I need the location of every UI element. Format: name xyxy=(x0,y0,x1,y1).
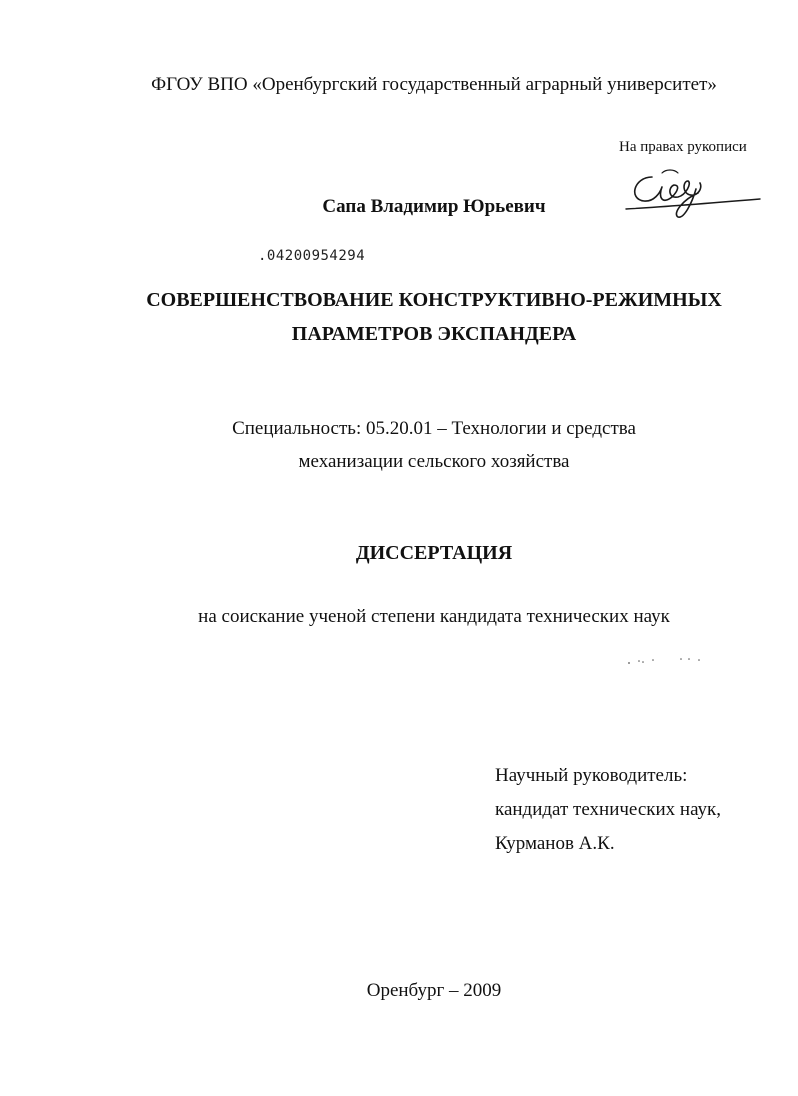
scan-artifact-specks xyxy=(625,655,705,667)
library-inventory-number: .04200954294 xyxy=(258,248,366,264)
supervisor-name: Курманов А.К. xyxy=(495,833,615,854)
author-name: Сапа Владимир Юрьевич xyxy=(322,196,546,217)
manuscript-note: На правах рукописи xyxy=(619,139,747,155)
specialty-line-1: Специальность: 05.20.01 – Технологии и средства xyxy=(232,418,636,439)
institution-name: ФГОУ ВПО «Оренбургский государственный аграрный университет» xyxy=(151,74,717,95)
supervisor-block xyxy=(495,759,721,861)
document-type-heading: ДИССЕРТАЦИЯ xyxy=(355,542,513,564)
degree-statement: на соискание ученой степени кандидата технических наук xyxy=(198,606,670,627)
specialty-line-2: механизации сельского хозяйства xyxy=(298,451,570,472)
dissertation-title-line-1: СОВЕРШЕНСТВОВАНИЕ КОНСТРУКТИВНО-РЕЖИМНЫХ xyxy=(146,289,722,311)
supervisor-role: Научный руководитель: xyxy=(495,765,688,786)
supervisor-degree: кандидат технических наук, xyxy=(495,799,722,820)
dissertation-title-line-2: ПАРАМЕТРОВ ЭКСПАНДЕРА xyxy=(291,323,577,345)
city-and-year: Оренбург – 2009 xyxy=(366,980,502,1001)
